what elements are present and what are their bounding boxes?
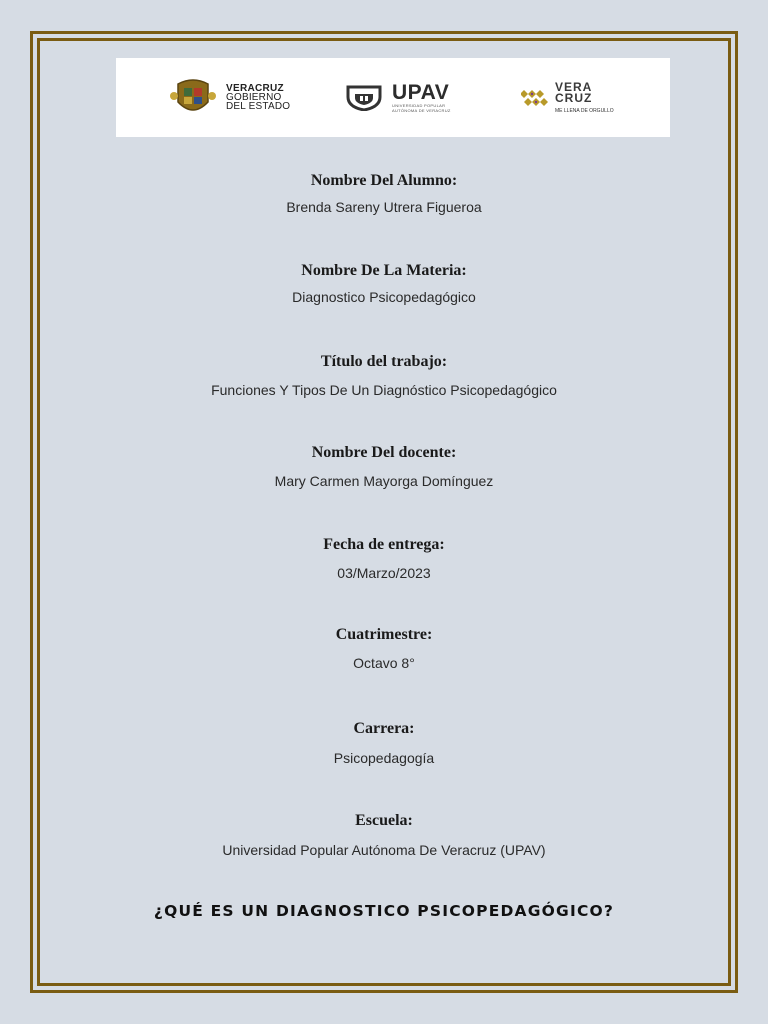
veracruz-pattern-icon (521, 87, 549, 109)
veracruz-brand-logo (521, 58, 614, 137)
gobierno-veracruz-logo (170, 58, 290, 137)
field-label: Escuela: (355, 812, 413, 829)
field-value: Brenda Sareny Utrera Figueroa (286, 199, 482, 215)
field-titulo (0, 353, 768, 398)
section-heading-question: ¿QUÉ ES UN DIAGNOSTICO PSICOPEDAGÓGICO? (153, 902, 615, 920)
veracruz-coat-of-arms-icon (170, 78, 216, 118)
gobierno-logo-line2: GOBIERNO (226, 92, 282, 103)
field-alumno (0, 172, 768, 215)
field-materia (0, 262, 768, 305)
upav-logo-subtitle-1: UNIVERSIDAD POPULAR (392, 102, 446, 108)
field-label: Nombre Del docente: (311, 444, 457, 461)
field-label: Fecha de entrega: (323, 536, 445, 553)
upav-logo-subtitle-2: AUTÓNOMA DE VERACRUZ (392, 107, 451, 113)
field-value: Psicopedagogía (333, 750, 435, 766)
field-label: Título del trabajo: (320, 353, 448, 370)
vera-logo-line2: CRUZ (555, 90, 593, 105)
upav-logo-name: UPAV (392, 80, 450, 104)
field-label: Nombre Del Alumno: (310, 172, 458, 189)
gobierno-logo-line3: DEL ESTADO (226, 101, 291, 112)
gobierno-logo-line1: VERACRUZ (226, 83, 284, 94)
field-carrera (0, 720, 768, 766)
field-value: Mary Carmen Mayorga Domínguez (274, 473, 494, 489)
field-fecha (0, 536, 768, 581)
field-label: Carrera: (353, 720, 415, 737)
field-value: Funciones Y Tipos De Un Diagnóstico Psicopedagógico (211, 382, 557, 398)
field-cuatrimestre (0, 626, 768, 671)
field-value: Universidad Popular Autónoma De Veracruz (UPAV) (222, 842, 546, 858)
vera-logo-tagline: ME LLENA DE ORGULLO (555, 107, 614, 114)
upav-shield-icon (346, 85, 382, 111)
logo-banner (116, 58, 670, 137)
vera-logo-line1: VERA (555, 79, 593, 94)
field-escuela (0, 812, 768, 858)
field-label: Cuatrimestre: (335, 626, 433, 643)
field-value: Octavo 8° (353, 655, 415, 671)
field-value: 03/Marzo/2023 (337, 565, 431, 581)
field-label: Nombre De La Materia: (301, 262, 467, 279)
field-docente (0, 444, 768, 489)
upav-logo (346, 58, 451, 137)
field-value: Diagnostico Psicopedagógico (292, 289, 476, 305)
